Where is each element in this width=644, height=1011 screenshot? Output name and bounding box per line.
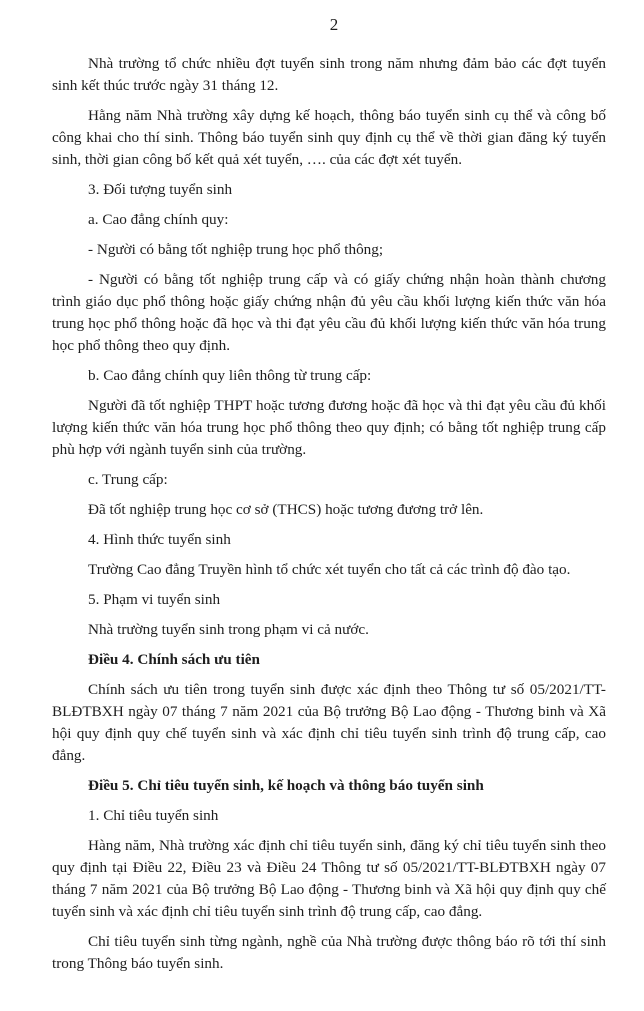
article-5-heading: Điều 5. Chỉ tiêu tuyển sinh, kế hoạch và thông báo tuyển sinh bbox=[88, 777, 484, 794]
section-3-heading: 3. Đối tượng tuyển sinh bbox=[88, 181, 233, 198]
paragraph-quota-notice: Chỉ tiêu tuyển sinh từng ngành, nghề của Nhà trường được thông báo rõ tới thí sinh trong Thông báo tuyển sinh. bbox=[52, 933, 606, 972]
paragraph-transfer-eligibility: Người đã tốt nghiệp THPT hoặc tương đương hoặc đã học và thi đạt yêu cầu đủ khối lượng kiến thức văn hóa trung học phổ thông theo quy định; có bằng tốt nghiệp trung cấp phù hợp với ngành tuyển sinh của trường. bbox=[52, 397, 606, 458]
subsection-a-heading: a. Cao đẳng chính quy: bbox=[88, 211, 229, 228]
list-item-high-school: - Người có bằng tốt nghiệp trung học phổ thông; bbox=[88, 241, 384, 258]
article-4-heading: Điều 4. Chính sách ưu tiên bbox=[88, 651, 260, 668]
paragraph-admission-scope: Nhà trường tuyển sinh trong phạm vi cả nước. bbox=[88, 621, 369, 638]
paragraph-admission-form: Trường Cao đẳng Truyền hình tổ chức xét tuyển cho tất cả các trình độ đào tạo. bbox=[88, 561, 571, 578]
subsection-c-heading: c. Trung cấp: bbox=[88, 471, 168, 488]
paragraph-annual-plan: Hằng năm Nhà trường xây dựng kế hoạch, thông báo tuyển sinh cụ thể và công bố công khai cho thí sinh. Thông báo tuyển sinh quy định cụ thể về thời gian đăng ký tuyển sinh, thời gian công bố kết quả xét tuyển, …. của các đợt xét tuyển. bbox=[52, 107, 606, 168]
subsection-1-heading: 1. Chỉ tiêu tuyển sinh bbox=[88, 807, 219, 824]
page-number: 2 bbox=[329, 15, 339, 34]
section-4-heading: 4. Hình thức tuyển sinh bbox=[88, 531, 231, 548]
paragraph-priority-policy: Chính sách ưu tiên trong tuyển sinh được xác định theo Thông tư số 05/2021/TT-BLĐTBXH ngày 07 tháng 7 năm 2021 của Bộ trưởng Bộ Lao động - Thương binh và Xã hội quy định quy chế tuyển sinh và xác định chỉ tiêu tuyển sinh trình độ trung cấp, cao đẳng. bbox=[52, 681, 606, 764]
paragraph-enrollment-rounds: Nhà trường tổ chức nhiều đợt tuyển sinh trong năm nhưng đảm bảo các đợt tuyển sinh kết thúc trước ngày 31 tháng 12. bbox=[52, 55, 606, 94]
paragraph-intermediate-eligibility: Đã tốt nghiệp trung học cơ sở (THCS) hoặc tương đương trở lên. bbox=[88, 501, 484, 518]
list-item-intermediate: - Người có bằng tốt nghiệp trung cấp và có giấy chứng nhận hoàn thành chương trình giáo dục phổ thông hoặc giấy chứng nhận đủ yêu cầu khối lượng kiến thức văn hóa trung học phổ thông hoặc đã học và thi đạt yêu cầu đủ khối lượng kiến thức văn hóa trung học phổ thông theo quy định. bbox=[52, 271, 606, 354]
paragraph-enrollment-quota: Hàng năm, Nhà trường xác định chỉ tiêu tuyển sinh, đăng ký chỉ tiêu tuyển sinh theo quy định tại Điều 22, Điều 23 và Điều 24 Thông tư số 05/2021/TT-BLĐTBXH ngày 07 tháng 7 năm 2021 của Bộ trưởng Bộ Lao động - Thương binh và Xã hội quy định quy chế tuyển sinh và xác định chỉ tiêu tuyển sinh trình độ trung cấp, cao đẳng. bbox=[52, 837, 606, 920]
section-5-heading: 5. Phạm vi tuyển sinh bbox=[88, 591, 221, 608]
subsection-b-heading: b. Cao đẳng chính quy liên thông từ trung cấp: bbox=[88, 367, 372, 384]
